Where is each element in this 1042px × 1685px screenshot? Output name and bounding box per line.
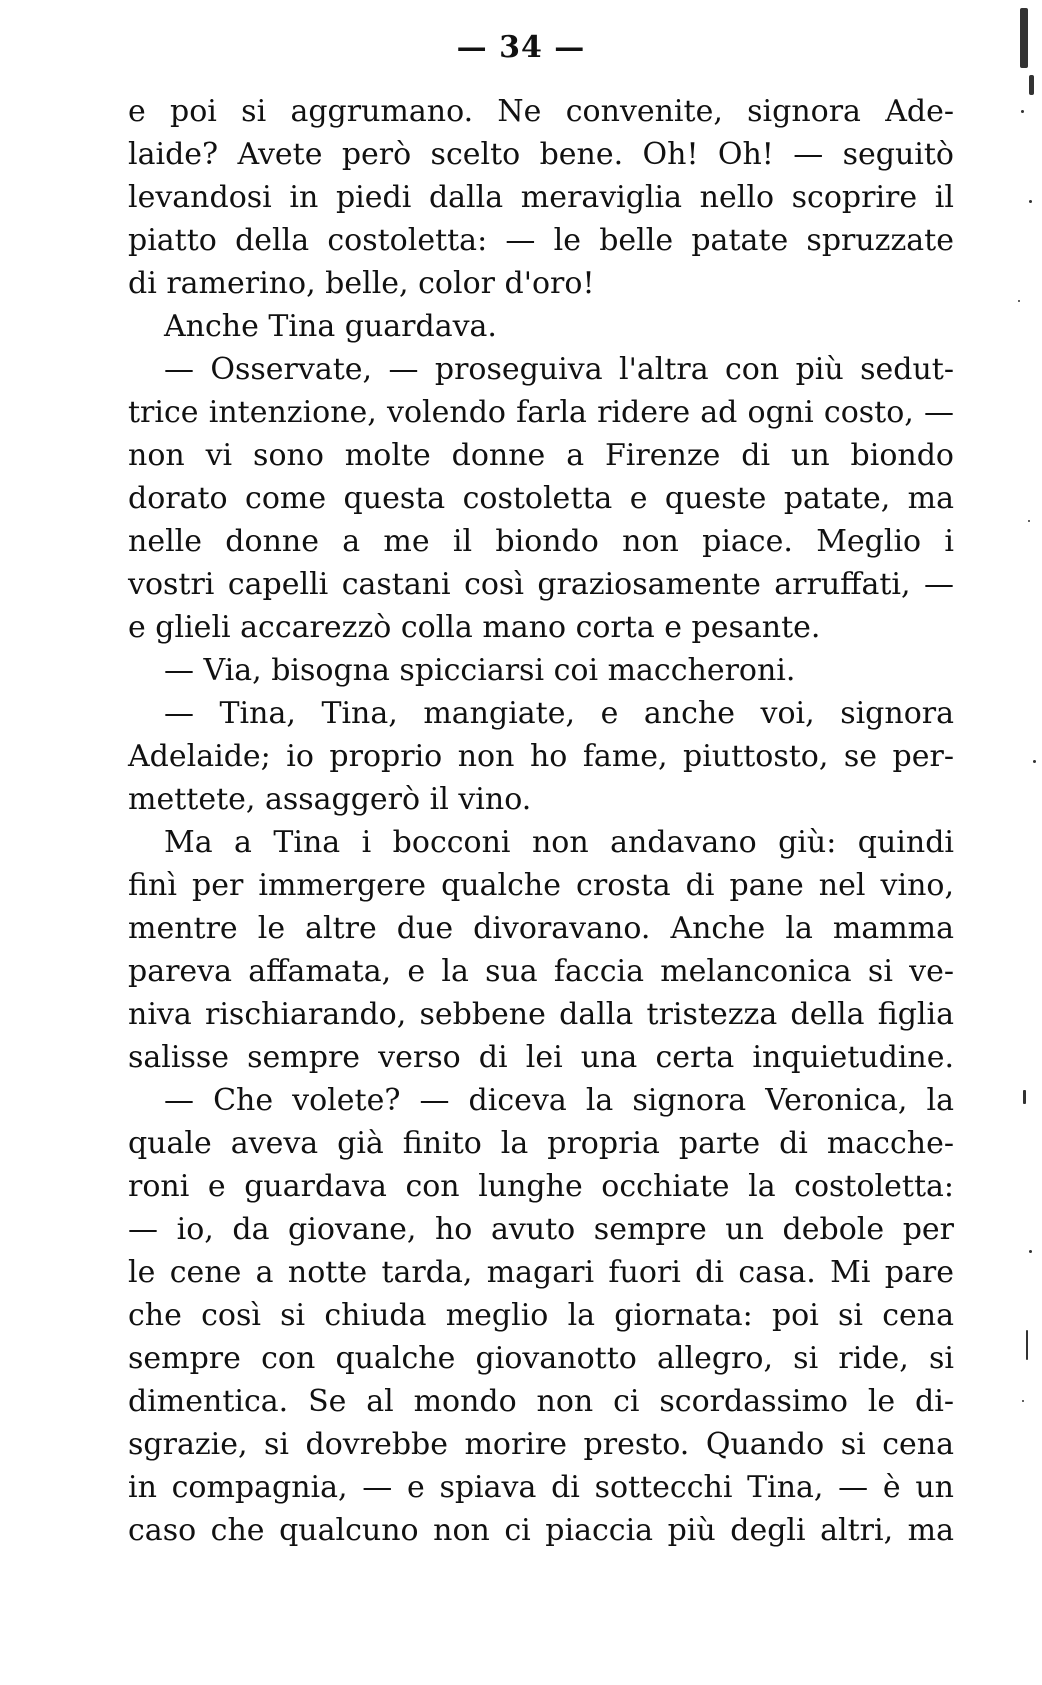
text-line: piatto della costoletta: — le belle patate spruzzate: [128, 223, 954, 258]
text-line: dimentica. Se al mondo non ci scordassimo le di-: [128, 1384, 954, 1419]
text-line: — Via, bisogna spicciarsi coi maccheroni.: [164, 653, 796, 688]
text-line: le cene a notte tarda, magari fuori di casa. Mi pare: [128, 1255, 954, 1290]
text-line: — Tina, Tina, mangiate, e anche voi, signora: [164, 696, 954, 731]
text-line: finì per immergere qualche crosta di pane nel vino,: [128, 868, 954, 903]
text-line: Adelaide; io proprio non ho fame, piuttosto, se per-: [128, 739, 954, 774]
text-line: non vi sono molte donne a Firenze di un biondo: [128, 438, 954, 473]
text-line: — Osservate, — proseguiva l'altra con più sedut-: [164, 352, 954, 387]
text-line: di ramerino, belle, color d'oro!: [128, 266, 595, 301]
body-text: [128, 90, 954, 1552]
text-line: che così si chiuda meglio la giornata: poi si cena: [128, 1298, 954, 1333]
text-line: — io, da giovane, ho avuto sempre un debole per: [128, 1212, 954, 1247]
text-line: salisse sempre verso di lei una certa inquietudine.: [128, 1040, 954, 1075]
text-line: vostri capelli castani così graziosamente arruffati, —: [128, 567, 954, 602]
text-line: e glieli accarezzò colla mano corta e pesante.: [128, 610, 821, 645]
text-line: Anche Tina guardava.: [164, 309, 497, 344]
text-line: — Che volete? — diceva la signora Veronica, la: [164, 1083, 954, 1118]
text-line: nelle donne a me il biondo non piace. Meglio i: [128, 524, 954, 559]
text-line: trice intenzione, volendo farla ridere ad ogni costo, —: [128, 395, 954, 430]
text-line: e poi si aggrumano. Ne convenite, signora Ade-: [128, 94, 954, 129]
page-number: — 34 —: [456, 30, 586, 65]
text-line: laide? Avete però scelto bene. Oh! Oh! — seguitò: [128, 137, 954, 172]
text-line: caso che qualcuno non ci piaccia più degli altri, ma: [128, 1513, 954, 1548]
scan-margin-noise: [1002, 0, 1042, 1685]
text-line: niva rischiarando, sebbene dalla tristezza della figlia: [128, 997, 954, 1032]
text-line: dorato come questa costoletta e queste patate, ma: [128, 481, 954, 516]
text-line: in compagnia, — e spiava di sottecchi Tina, — è un: [128, 1470, 954, 1505]
text-line: roni e guardava con lunghe occhiate la costoletta:: [128, 1169, 954, 1204]
text-line: Ma a Tina i bocconi non andavano giù: quindi: [164, 825, 954, 860]
text-line: quale aveva già finito la propria parte di macche-: [128, 1126, 954, 1161]
text-line: sgrazie, si dovrebbe morire presto. Quando si cena: [128, 1427, 954, 1462]
text-line: sempre con qualche giovanotto allegro, si ride, si: [128, 1341, 954, 1376]
text-line: mentre le altre due divoravano. Anche la mamma: [128, 911, 954, 946]
text-line: levandosi in piedi dalla meraviglia nello scoprire il: [128, 180, 954, 215]
text-line: mettete, assaggerò il vino.: [128, 782, 532, 817]
text-line: pareva affamata, e la sua faccia melanconica si ve-: [128, 954, 954, 989]
